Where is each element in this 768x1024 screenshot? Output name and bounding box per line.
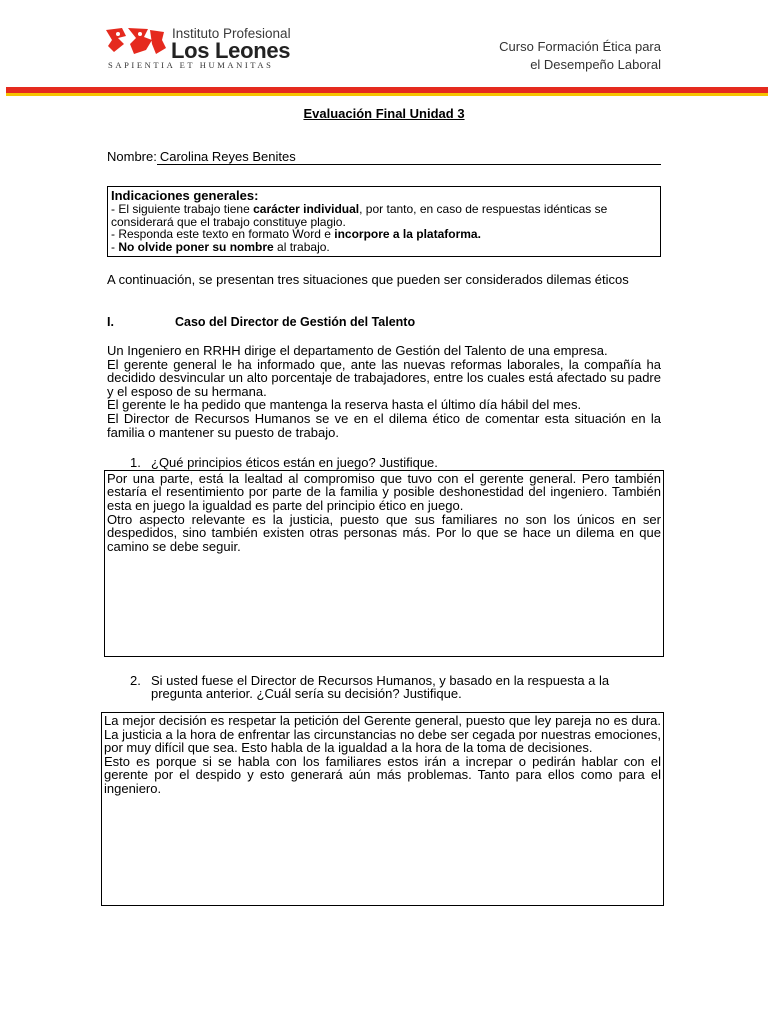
question-2-text: Si usted fuese el Director de Recursos Humanos, y basado en la respuesta a la pregunta anterior. ¿Cuál sería su decisión? Justifique. [151, 672, 610, 702]
name-label: Nombre: [107, 149, 157, 164]
case-paragraph: Un Ingeniero en RRHH dirige el departamento de Gestión del Talento de una empresa. [107, 343, 608, 358]
page-header [0, 0, 768, 100]
answer-1-paragraph: Otro aspecto relevante es la justicia, puesto que sus familiares no son los únicos en ser despedidos, sino también existen otras personas más. Por lo que se hace un dilema en que camino se debe seguir. [107, 511, 661, 554]
question-2-number: 2. [130, 672, 141, 688]
indication-2-text: - Responda este texto en formato Word e [111, 227, 335, 241]
question-1 [107, 456, 661, 470]
lion-crest-icon [104, 26, 168, 58]
answer-2-box[interactable] [101, 712, 664, 906]
indication-2-bold: incorpore a la plataforma. [334, 227, 481, 241]
indications-heading: Indicaciones generales: [111, 188, 259, 203]
name-line [107, 150, 661, 165]
indication-3-rest: al trabajo. [273, 239, 330, 254]
section-title: Caso del Director de Gestión del Talento [175, 315, 416, 329]
case-paragraph: El gerente le ha pedido que mantenga la reserva hasta el último día hábil del mes. [107, 397, 582, 413]
course-title [499, 38, 661, 74]
logo-motto: SAPIENTIA ET HUMANITAS [108, 60, 274, 70]
case-paragraph: El Director de Recursos Humanos se ve en el dilema ético de comentar esta situación en la familia o mantener su puesto de trabajo. [107, 410, 661, 440]
course-line-1: Curso Formación Ética para [499, 39, 661, 54]
document-body [104, 106, 661, 906]
indication-3-bold: No olvide poner su nombre [118, 239, 274, 254]
course-line-2: el Desempeño Laboral [530, 57, 661, 72]
answer-1-box[interactable] [104, 470, 664, 657]
case-text [107, 344, 661, 439]
document-title: Evaluación Final Unidad 3 [303, 106, 465, 121]
intro-paragraph: A continuación, se presentan tres situaciones que pueden ser considerados dilemas éticos [107, 272, 629, 287]
institution-logo [104, 24, 304, 74]
logo-name: Los Leones [171, 38, 291, 63]
indications-box [107, 186, 661, 257]
answer-2-paragraph: Esto es porque si se habla con los familiares estos irán a increpar o pedirán hablar con el gerente por el despido y esto generará aún más problemas. Tanto para ellos como para el ingeniero. [104, 753, 661, 796]
indication-1-bold: carácter individual [253, 202, 360, 216]
question-2 [107, 674, 661, 701]
section-number: I. [107, 315, 114, 329]
name-value: Carolina Reyes Benites [157, 150, 661, 165]
question-1-number: 1. [130, 455, 141, 471]
header-yellow-bar [6, 93, 768, 96]
logo-subtitle: Instituto Profesional [172, 26, 291, 41]
indication-1-text: - El siguiente trabajo tiene [111, 202, 254, 216]
indication-1 [111, 203, 657, 228]
question-1-text: ¿Qué principios éticos están en juego? Justifique. [151, 455, 438, 471]
answer-1-paragraph: Por una parte, está la lealtad al compromiso que tuvo con el gerente general. Pero también estaría el resentimiento por parte de la familia y posible deshonestidad del ingeniero. También esta en juego la igualdad es parte del principio ético en juego. [107, 470, 661, 513]
indication-1-rest: , por tanto, en caso de respuestas idénticas se considerará que el trabajo constituye plagio. [111, 202, 608, 229]
case-paragraph: El gerente general le ha informado que, ante las nuevas reformas laborales, la compañía ha decidido desvincular un alto porcentaje de trabajadores, entre los cuales está afectado su padre y el esposo de su hermana. [107, 356, 661, 399]
indication-3 [111, 241, 657, 254]
indication-3-dash: - [111, 239, 119, 254]
answer-2-paragraph: La mejor decisión es respetar la petición del Gerente general, puesto que ley pareja no es dura. La justicia a la hora de enfrentar las circunstancias no debe ser cegada por nuestras emociones, por muy difícil que sea. Esto habla de la igualdad a la hora de la toma de decisiones. [104, 712, 661, 756]
section-heading [107, 315, 661, 329]
